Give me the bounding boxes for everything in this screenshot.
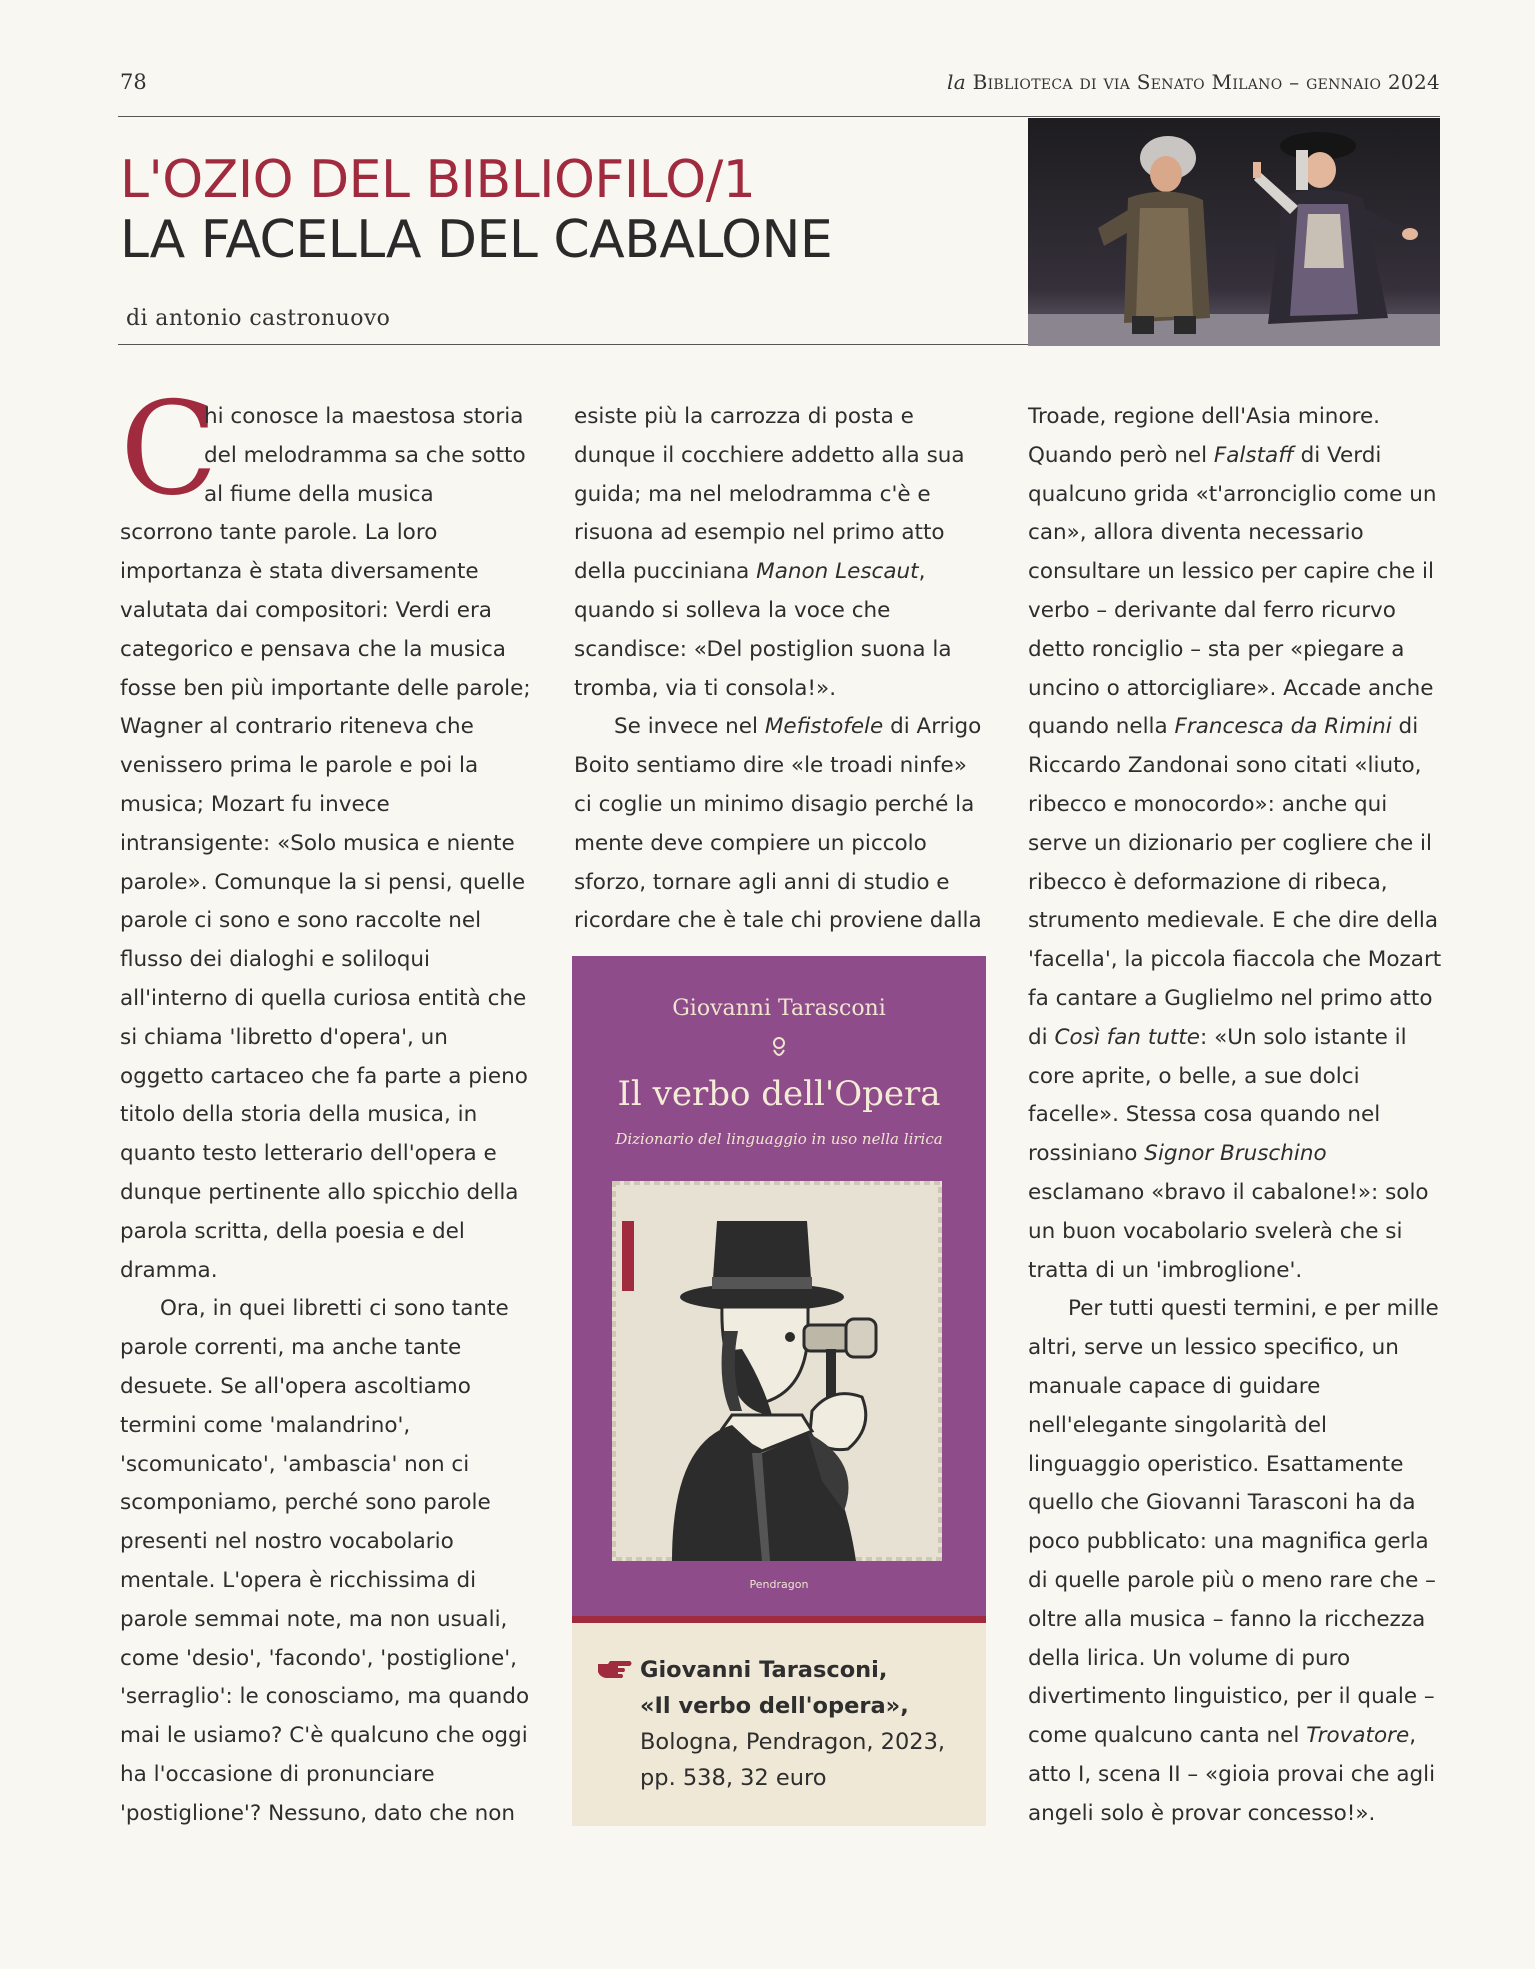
text-line [574, 708, 994, 747]
text-span: come qualcuno canta nel [1028, 1723, 1307, 1749]
text-span: della pucciniana [574, 559, 757, 585]
text-line: quanto testo letterario dell'opera e [120, 1141, 497, 1167]
opera-title: Falstaff [1213, 442, 1294, 468]
text-line: can», allora diventa necessario [1028, 520, 1364, 546]
text-line: valutata dai compositori: Verdi era [120, 597, 492, 623]
text-line: altri, serve un lessico specifico, un [1028, 1335, 1399, 1361]
caption-publication: Bologna, Pendragon, 2023, [640, 1729, 946, 1755]
text-line: categorico e pensava che la musica [120, 636, 506, 662]
text-line: detto ronciglio – sta per «piegare a [1028, 636, 1405, 662]
text-span: Se invece nel [614, 714, 765, 740]
text-span: Quando però nel [1028, 442, 1214, 468]
text-line: parole». Comunque la si pensi, quelle [120, 869, 526, 895]
text-line: importanza è stata diversamente [120, 559, 479, 585]
text-line: Ora, in quei libretti ci sono tante [160, 1296, 509, 1322]
text-line: dramma. [120, 1257, 218, 1283]
opera-title: Francesca da Rimini [1174, 714, 1392, 740]
text-line: un buon vocabolario svelerà che si [1028, 1218, 1403, 1244]
text-line: fa cantare a Guglielmo nel primo atto [1028, 985, 1433, 1011]
text-line: ribecco e monocordo»: anche qui [1028, 791, 1388, 817]
text-line: esclamano «bravo il cabalone!»: solo [1028, 1179, 1429, 1205]
text-line: quando si solleva la voce che [574, 597, 891, 623]
text-line: parola scritta, della poesia e del [120, 1218, 465, 1244]
pointing-hand-icon [596, 1658, 634, 1680]
text-line: come 'desio', 'facondo', 'postiglione', [120, 1645, 517, 1671]
text-line: atto I, scena II – «gioia provai che agli [1028, 1761, 1436, 1787]
text-line: serve un dizionario per cogliere che il [1028, 830, 1433, 856]
text-line: angeli solo è provar concesso!». [1028, 1800, 1376, 1826]
text-line: mai le usiamo? C'è qualcuno che oggi [120, 1723, 528, 1749]
text-line: scandisce: «Del postiglion suona la [574, 636, 952, 662]
book-caption [640, 1652, 945, 1796]
opera-title: Manon Lescaut [756, 559, 919, 585]
man-with-lorgnette-icon [612, 1181, 942, 1561]
text-line: tromba, via ti consola!». [574, 675, 837, 701]
text-line: tratta di un 'imbroglione'. [1028, 1257, 1303, 1283]
text-span: di [1391, 714, 1419, 740]
text-line: facelle». Stessa cosa quando nel [1028, 1102, 1381, 1128]
text-line: ha l'occasione di pronunciare [120, 1761, 435, 1787]
text-line: Per tutti questi termini, e per mille [1068, 1296, 1439, 1322]
text-line [574, 553, 994, 592]
opera-title: Trovatore [1306, 1723, 1410, 1749]
text-column-2 [574, 398, 994, 941]
text-line: linguaggio operistico. Esattamente [1028, 1451, 1404, 1477]
text-line: di quelle parole più o meno rare che – [1028, 1567, 1436, 1593]
text-line: ci coglie un minimo disagio perché la [574, 791, 975, 817]
caption-title: «Il verbo dell'opera», [640, 1693, 909, 1719]
page-number: 78 [120, 70, 147, 94]
text-line: strumento medievale. E che dire della [1028, 908, 1439, 934]
text-line: del melodramma sa che sotto [204, 442, 526, 468]
text-line: della lirica. Un volume di puro [1028, 1645, 1351, 1671]
text-line [1028, 1019, 1448, 1058]
text-span: rossiniano [1028, 1141, 1145, 1167]
opera-title: Così fan tutte [1054, 1024, 1200, 1050]
text-line: Boito sentiamo dire «le troadi ninfe» [574, 753, 967, 779]
text-line: poco pubblicato: una magnifica gerla [1028, 1529, 1429, 1555]
caption-author: Giovanni Tarasconi, [640, 1657, 888, 1683]
opera-scene-photo-icon [1028, 118, 1440, 346]
text-line: verbo – derivante dal ferro ricurvo [1028, 597, 1396, 623]
text-line: si chiama 'libretto d'opera', un [120, 1024, 448, 1050]
text-line: parole semmai note, ma non usuali, [120, 1606, 508, 1632]
text-line [1028, 1717, 1448, 1756]
text-line: scomponiamo, perché sono parole [120, 1490, 491, 1516]
text-line: uncino o attorcigliare». Accade anche [1028, 675, 1434, 701]
article-kicker: L'OZIO DEL BIBLIOFILO/1 [120, 150, 756, 210]
text-span: di [1028, 1024, 1055, 1050]
text-line: Wagner al contrario riteneva che [120, 714, 474, 740]
running-header [947, 70, 1440, 94]
text-line: quello che Giovanni Tarasconi ha da [1028, 1490, 1416, 1516]
text-line: nell'elegante singolarità del [1028, 1412, 1327, 1438]
caption-pages-price: pp. 538, 32 euro [640, 1765, 827, 1791]
running-header-italic: la [947, 70, 966, 94]
book-cover-title: Il verbo dell'Opera [617, 1074, 941, 1114]
opera-title: Mefistofele [764, 714, 884, 740]
text-line: dunque il cocchiere addetto alla sua [574, 442, 965, 468]
text-line: oltre alla musica – fanno la ricchezza [1028, 1606, 1426, 1632]
article-byline: di antonio castronuovo [126, 306, 391, 331]
text-line: all'interno di quella curiosa entità che [120, 985, 527, 1011]
running-header-title: Biblioteca di via Senato Milano – gennaio 2024 [972, 70, 1440, 94]
text-line: mente deve compiere un piccolo [574, 830, 927, 856]
text-line: presenti nel nostro vocabolario [120, 1529, 454, 1555]
text-line: parole ci sono e sono raccolte nel [120, 908, 482, 934]
text-line [1028, 1135, 1448, 1174]
text-line: qualcuno grida «t'arronciglio come un [1028, 481, 1437, 507]
text-line: al fiume della musica [204, 481, 434, 507]
opera-scene-photo [1028, 118, 1440, 346]
text-line: intransigente: «Solo musica e niente [120, 830, 515, 856]
text-line: core aprite, o belle, a sue dolci [1028, 1063, 1360, 1089]
text-line: consultare un lessico per capire che il [1028, 559, 1434, 585]
text-span: di Verdi [1293, 442, 1382, 468]
text-line: desuete. Se all'opera ascoltiamo [120, 1373, 471, 1399]
book-cover-author: Giovanni Tarasconi [672, 996, 886, 1021]
text-line: flusso dei dialoghi e soliloqui [120, 947, 430, 973]
book-cover-publisher: Pendragon [749, 1578, 809, 1591]
text-line: 'serraglio': le conosciamo, ma quando [120, 1684, 530, 1710]
text-column-3 [1028, 398, 1448, 1833]
text-line: parole correnti, ma anche tante [120, 1335, 462, 1361]
text-line: mentale. L'opera è ricchissima di [120, 1567, 477, 1593]
text-span: di Arrigo [883, 714, 982, 740]
text-line: 'facella', la piccola fiaccola che Mozart [1028, 947, 1442, 973]
article-title: LA FACELLA DEL CABALONE [120, 210, 833, 270]
book-cover-bar [572, 1616, 986, 1623]
drop-cap: C [120, 375, 218, 524]
text-line: scorrono tante parole. La loro [120, 520, 438, 546]
header-rule [118, 116, 1440, 117]
book-cover-subtitle: Dizionario del linguaggio in uso nella lirica [615, 1130, 943, 1148]
text-line: venissero prima le parole e poi la [120, 753, 479, 779]
text-line: musica; Mozart fu invece [120, 791, 390, 817]
text-line: sforzo, tornare agli anni di studio e [574, 869, 950, 895]
ornament-icon [770, 1036, 788, 1060]
book-feature [572, 956, 986, 1826]
text-line: Troade, regione dell'Asia minore. [1028, 404, 1381, 429]
text-line: divertimento linguistico, per il quale – [1028, 1684, 1435, 1710]
text-line [1028, 708, 1448, 747]
text-line: risuona ad esempio nel primo atto [574, 520, 945, 546]
book-cover [572, 956, 986, 1616]
text-span: , [918, 559, 926, 585]
text-line: 'postiglione'? Nessuno, dato che non [120, 1800, 516, 1826]
text-line: termini come 'malandrino', [120, 1412, 411, 1438]
text-column-1 [120, 398, 540, 1833]
opera-title: Signor Bruschino [1144, 1141, 1327, 1167]
text-line: fosse ben più importante delle parole; [120, 675, 531, 701]
text-line: Riccardo Zandonai sono citati «liuto, [1028, 753, 1422, 779]
text-line: esiste più la carrozza di posta e [574, 404, 914, 429]
text-line [1028, 437, 1448, 476]
text-line: manuale capace di guidare [1028, 1373, 1321, 1399]
text-span: , [1409, 1723, 1417, 1749]
text-line: ricordare che è tale chi proviene dalla [574, 908, 982, 934]
text-line: hi conosce la maestosa storia [204, 404, 524, 429]
text-line: guida; ma nel melodramma c'è e [574, 481, 931, 507]
text-span: : «Un solo istante il [1200, 1024, 1407, 1050]
text-line: 'scomunicato', 'ambascia' non ci [120, 1451, 470, 1477]
text-line: oggetto cartaceo che fa parte a pieno [120, 1063, 528, 1089]
text-line: titolo della storia della musica, in [120, 1102, 478, 1128]
title-rule [118, 344, 1028, 345]
book-cover-illustration [612, 1181, 942, 1561]
text-span: quando nella [1028, 714, 1175, 740]
text-line: ribecco è deformazione di ribeca, [1028, 869, 1388, 895]
text-line: dunque pertinente allo spicchio della [120, 1179, 519, 1205]
